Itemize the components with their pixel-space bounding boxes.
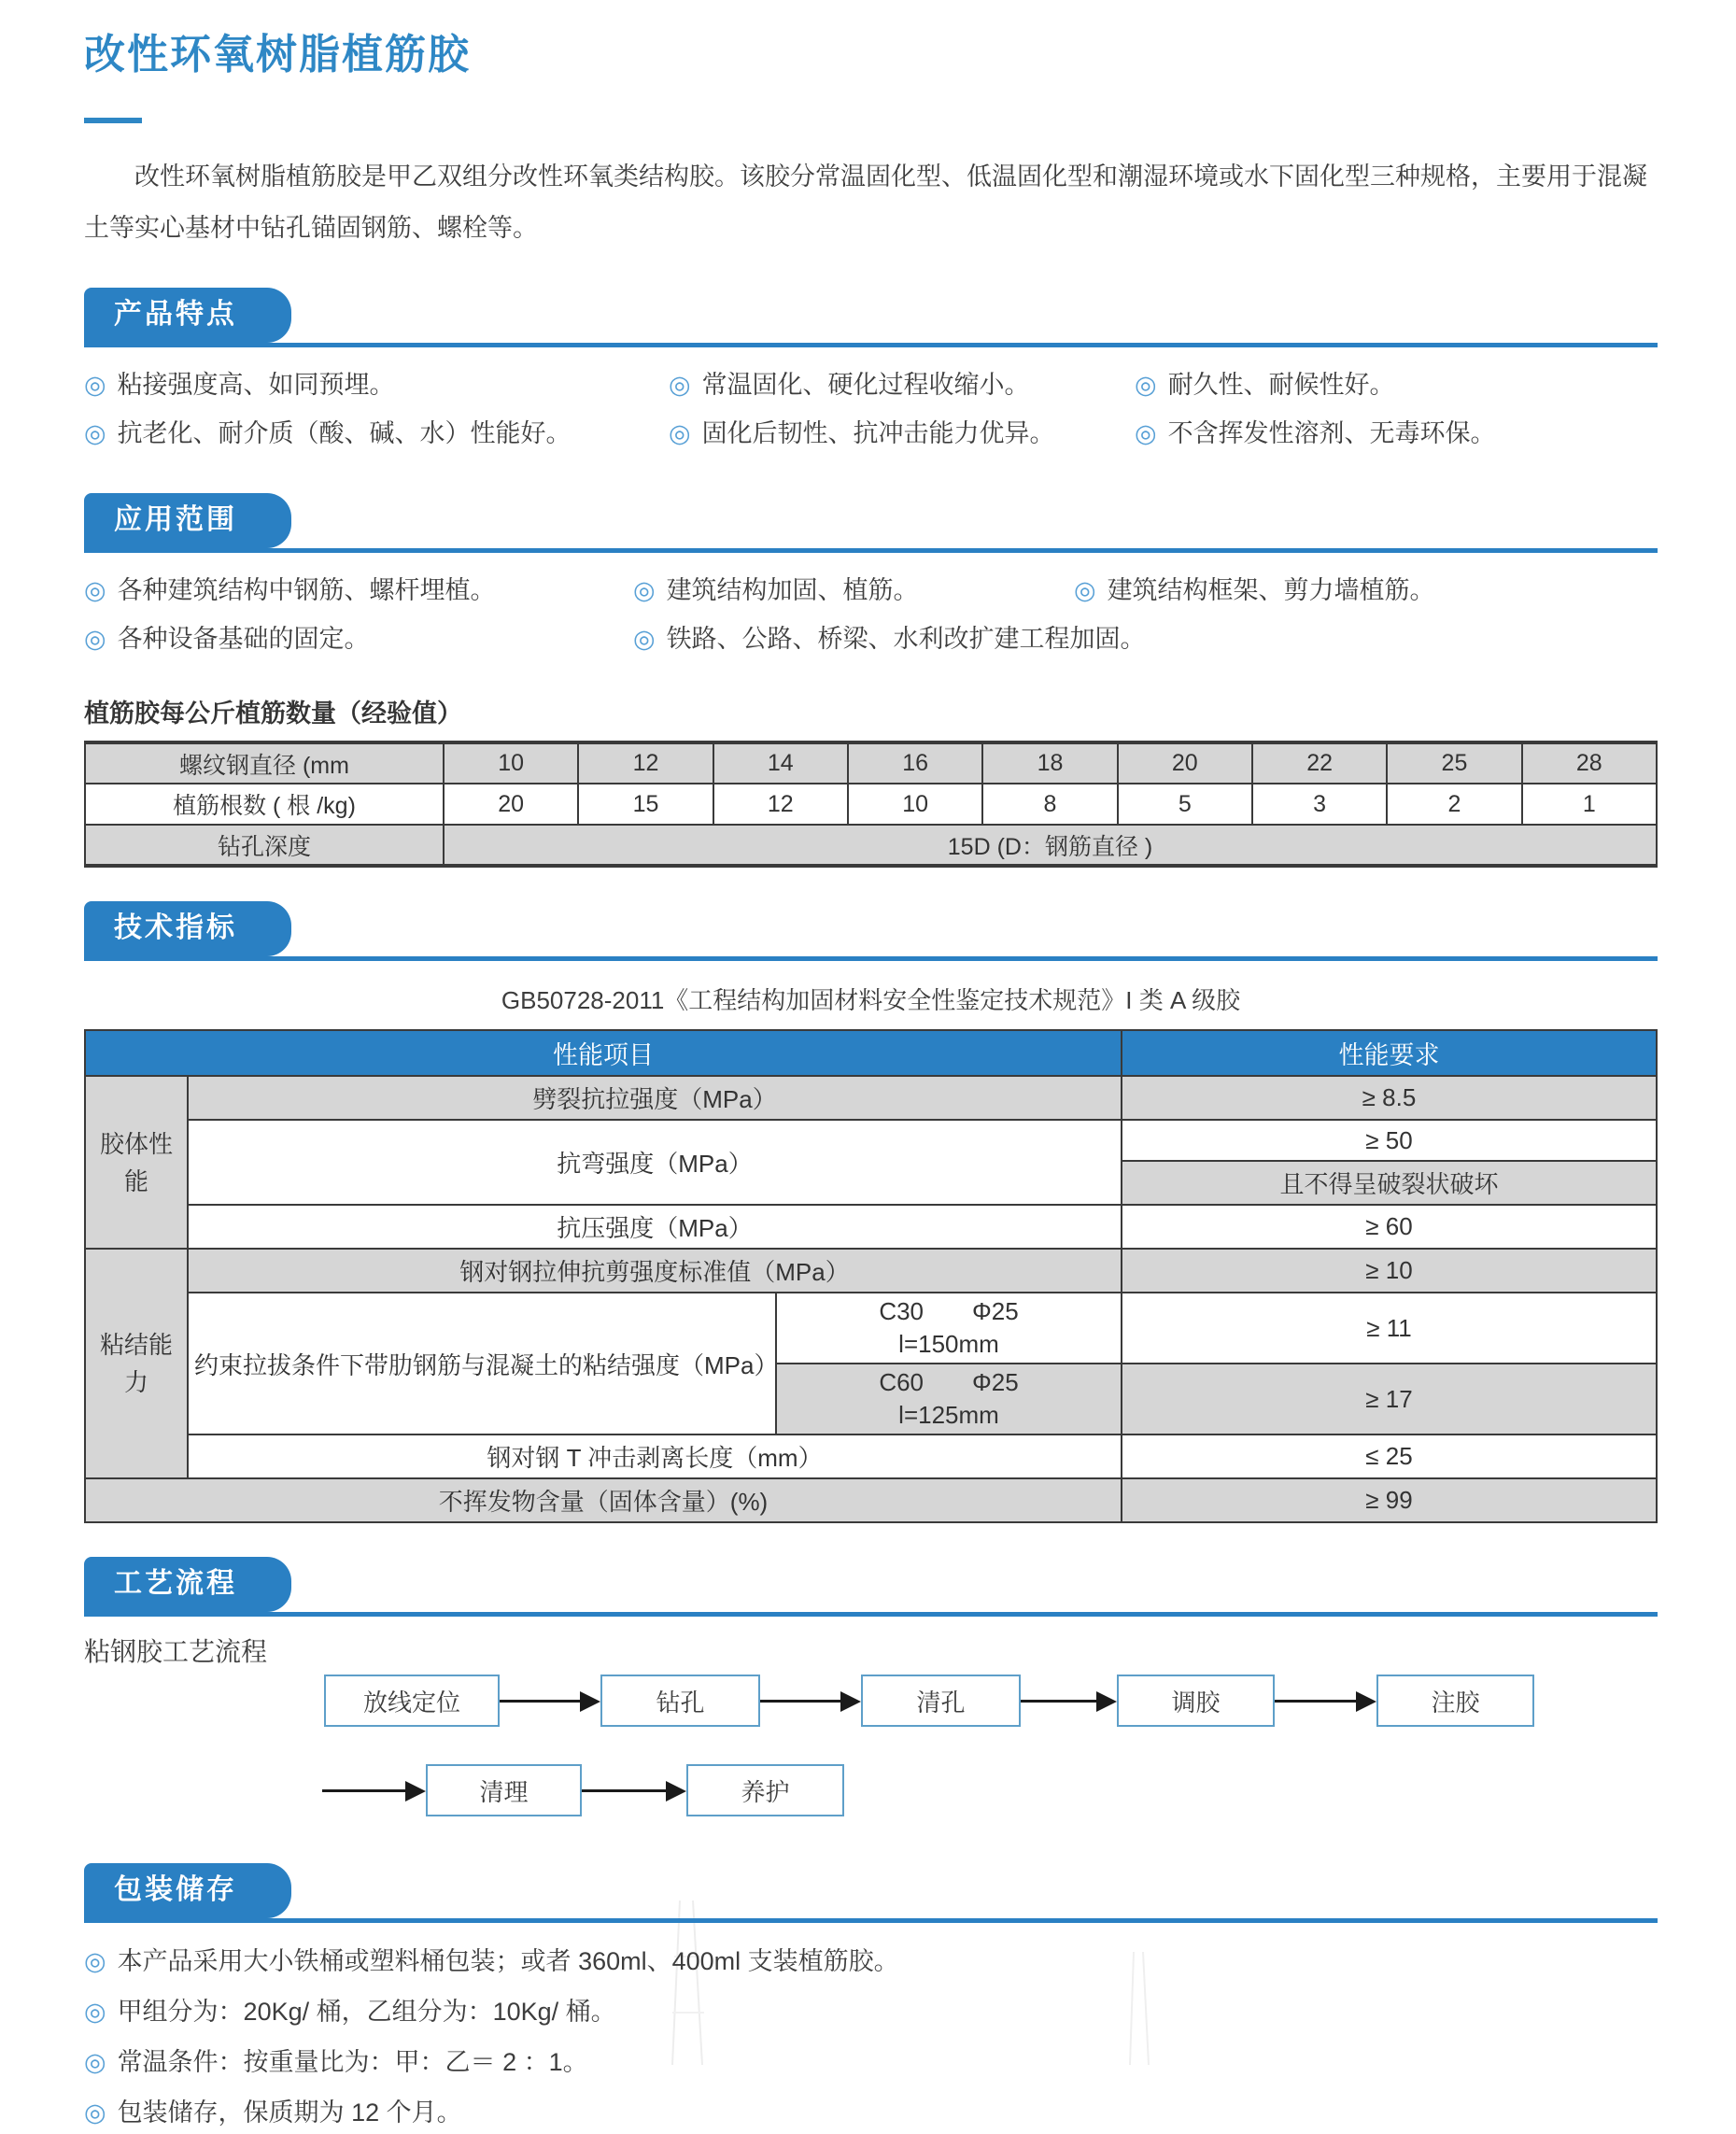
list-item [84,415,669,452]
application-text: 建筑结构加固、植筋。 [666,576,919,604]
application-text: 建筑结构框架、剪力墙植筋。 [1107,576,1435,604]
cell: 5 [1118,784,1252,825]
application-text: 各种建筑结构中钢筋、螺杆埋植。 [117,576,496,604]
row-label: 钻孔深度 [85,825,444,866]
feature-text: 不含挥发性溶剂、无毒环保。 [1167,419,1496,447]
bullet-icon: ◎ [669,419,691,447]
flow-step-box: 放线定位 [324,1675,500,1727]
spec-condition [776,1364,1122,1434]
cell: 10 [444,742,578,784]
group-label: 粘结能力 [85,1249,188,1478]
packaging-text: 常温条件：按重量比为：甲：乙＝ 2 ：1。 [117,2048,588,2076]
flow-step-box: 调胶 [1117,1675,1275,1727]
applications-list [84,572,1658,669]
feature-text: 耐久性、耐候性好。 [1167,371,1395,399]
flow-step-box: 注胶 [1376,1675,1534,1727]
list-item [1135,366,1658,403]
table-row [85,1434,1657,1478]
bullet-icon: ◎ [633,576,656,604]
row-label: 螺纹钢直径 (mm [85,742,444,784]
bullet-icon: ◎ [1135,371,1157,399]
header-item: 性能项目 [85,1030,1122,1076]
list-item [1074,572,1658,609]
spec-value: ≥ 50 [1122,1120,1657,1161]
cell: 1 [1522,784,1657,825]
list-item [669,366,1135,403]
table-row [85,1205,1657,1249]
cell: 10 [848,784,982,825]
spec-condition [776,1293,1122,1364]
list-item [84,1940,1658,1983]
tech-spec-table [84,1029,1658,1523]
table-row [85,1293,1657,1364]
spec-item: 抗压强度（MPa） [188,1205,1122,1249]
embed-length: l=150mm [898,1330,999,1358]
packaging-list [84,1940,1658,2134]
table-row [85,825,1657,866]
features-list [84,366,1658,463]
spec-value: ≥ 99 [1122,1478,1657,1522]
section-head-packaging [84,1863,1658,1923]
spec-value: 且不得呈破裂状破坏 [1122,1161,1657,1205]
spec-item: 约束拉拔条件下带肋钢筋与混凝土的粘结强度（MPa） [188,1293,776,1434]
application-text: 铁路、公路、桥梁、水利改扩建工程加固。 [666,625,1146,653]
bullet-icon: ◎ [84,1947,106,1975]
list-item [84,2091,1658,2134]
rebar-table-caption: 植筋胶每公斤植筋数量（经验值） [84,700,462,728]
spec-value: ≥ 60 [1122,1205,1657,1249]
spec-value: ≥ 11 [1122,1293,1657,1364]
packaging-text: 本产品采用大小铁桶或塑料桶包装；或者 360ml、400ml 支装植筋胶。 [117,1947,899,1975]
title-underline-dash [84,118,142,123]
list-item [633,572,1074,609]
process-flowchart [84,1675,1658,1839]
standard-caption: GB50728-2011《工程结构加固材料安全性鉴定技术规范》I 类 A 级胶 [501,986,1241,1014]
bullet-icon: ◎ [669,371,691,399]
spec-item: 劈裂抗拉强度（MPa） [188,1076,1122,1120]
cell-depth: 15D (D：钢筋直径 ) [444,825,1657,866]
flow-step-box: 清理 [426,1764,582,1816]
table-row [85,742,1657,784]
spec-value: ≤ 25 [1122,1434,1657,1478]
cell: 12 [713,784,848,825]
embed-length: l=125mm [898,1401,999,1429]
list-item [1135,415,1658,452]
spec-value: ≥ 8.5 [1122,1076,1657,1120]
section-banner-process: 工艺流程 [84,1557,291,1612]
table-row [85,1249,1657,1293]
process-subtitle: 粘钢胶工艺流程 [84,1637,268,1666]
table-row [85,1076,1657,1120]
list-item [84,620,633,657]
cell: 12 [578,742,713,784]
list-item [633,620,1146,657]
cell: 20 [1118,742,1252,784]
list-item [84,366,669,403]
cell: 20 [444,784,578,825]
bar-diameter: Φ25 [972,1297,1019,1325]
spec-item: 钢对钢拉伸抗剪强度标准值（MPa） [188,1249,1122,1293]
flow-step-box: 钻孔 [600,1675,760,1727]
group-label: 胶体性能 [85,1076,188,1249]
feature-text: 常温固化、硬化过程收缩小。 [701,371,1030,399]
bullet-icon: ◎ [84,2048,106,2076]
arrow-right-icon [1275,1700,1356,1703]
cell: 3 [1252,784,1387,825]
section-banner-packaging: 包装储存 [84,1863,291,1918]
feature-text: 固化后韧性、抗冲击能力优异。 [701,419,1055,447]
section-head-features [84,288,1658,347]
cell: 14 [713,742,848,784]
bullet-icon: ◎ [84,576,106,604]
header-req: 性能要求 [1122,1030,1657,1076]
packaging-text: 包装储存，保质期为 12 个月。 [117,2099,462,2127]
concrete-grade: C60 [879,1368,924,1396]
intro-paragraph: 改性环氧树脂植筋胶是甲乙双组分改性环氧类结构胶。该胶分常温固化型、低温固化型和潮湿环境或水下固化型三种规格，主要用于混凝土等实心基材中钻孔锚固钢筋、螺栓等。 [84,163,1647,242]
list-item [84,1990,1658,2033]
row-label: 植筋根数 ( 根 /kg) [85,784,444,825]
arrow-right-icon [760,1700,840,1703]
cell: 22 [1252,742,1387,784]
bullet-icon: ◎ [84,625,106,653]
spec-value: ≥ 17 [1122,1364,1657,1434]
flow-step-box: 清孔 [861,1675,1021,1727]
table-row [85,1478,1657,1522]
section-banner-applications: 应用范围 [84,493,291,548]
bullet-icon: ◎ [84,371,106,399]
page-title: 改性环氧树脂植筋胶 [84,32,471,78]
table-header-row [85,1030,1657,1076]
section-banner-features: 产品特点 [84,288,291,343]
concrete-grade: C30 [879,1297,924,1325]
bullet-icon: ◎ [84,2099,106,2127]
spec-item: 抗弯强度（MPa） [188,1120,1122,1205]
bar-diameter: Φ25 [972,1368,1019,1396]
section-head-applications [84,493,1658,553]
cell: 28 [1522,742,1657,784]
rebar-count-table [84,741,1658,868]
cell: 15 [578,784,713,825]
section-head-process [84,1557,1658,1617]
flow-step-box: 养护 [686,1764,844,1816]
list-item [84,572,633,609]
bullet-icon: ◎ [633,625,656,653]
application-text: 各种设备基础的固定。 [117,625,370,653]
bullet-icon: ◎ [84,1998,106,2026]
arrow-right-icon [1021,1700,1096,1703]
table-row [85,1120,1657,1161]
cell: 25 [1387,742,1521,784]
feature-text: 抗老化、耐介质（酸、碱、水）性能好。 [117,419,572,447]
feature-text: 粘接强度高、如同预埋。 [117,371,395,399]
bullet-icon: ◎ [1074,576,1096,604]
section-head-tech [84,901,1658,961]
packaging-text: 甲组分为：20Kg/ 桶，乙组分为：10Kg/ 桶。 [117,1998,616,2026]
section-banner-tech: 技术指标 [84,901,291,956]
spec-item: 不挥发物含量（固体含量）(%) [85,1478,1122,1522]
cell: 16 [848,742,982,784]
cell: 18 [982,742,1117,784]
arrow-right-icon [500,1700,580,1703]
spec-item: 钢对钢 T 冲击剥离长度（mm） [188,1434,1122,1478]
arrow-right-icon [322,1789,405,1792]
cell: 2 [1387,784,1521,825]
cell: 8 [982,784,1117,825]
bullet-icon: ◎ [84,419,106,447]
spec-value: ≥ 10 [1122,1249,1657,1293]
list-item [84,2041,1658,2084]
table-row [85,784,1657,825]
bullet-icon: ◎ [1135,419,1157,447]
list-item [669,415,1135,452]
arrow-right-icon [582,1789,666,1792]
